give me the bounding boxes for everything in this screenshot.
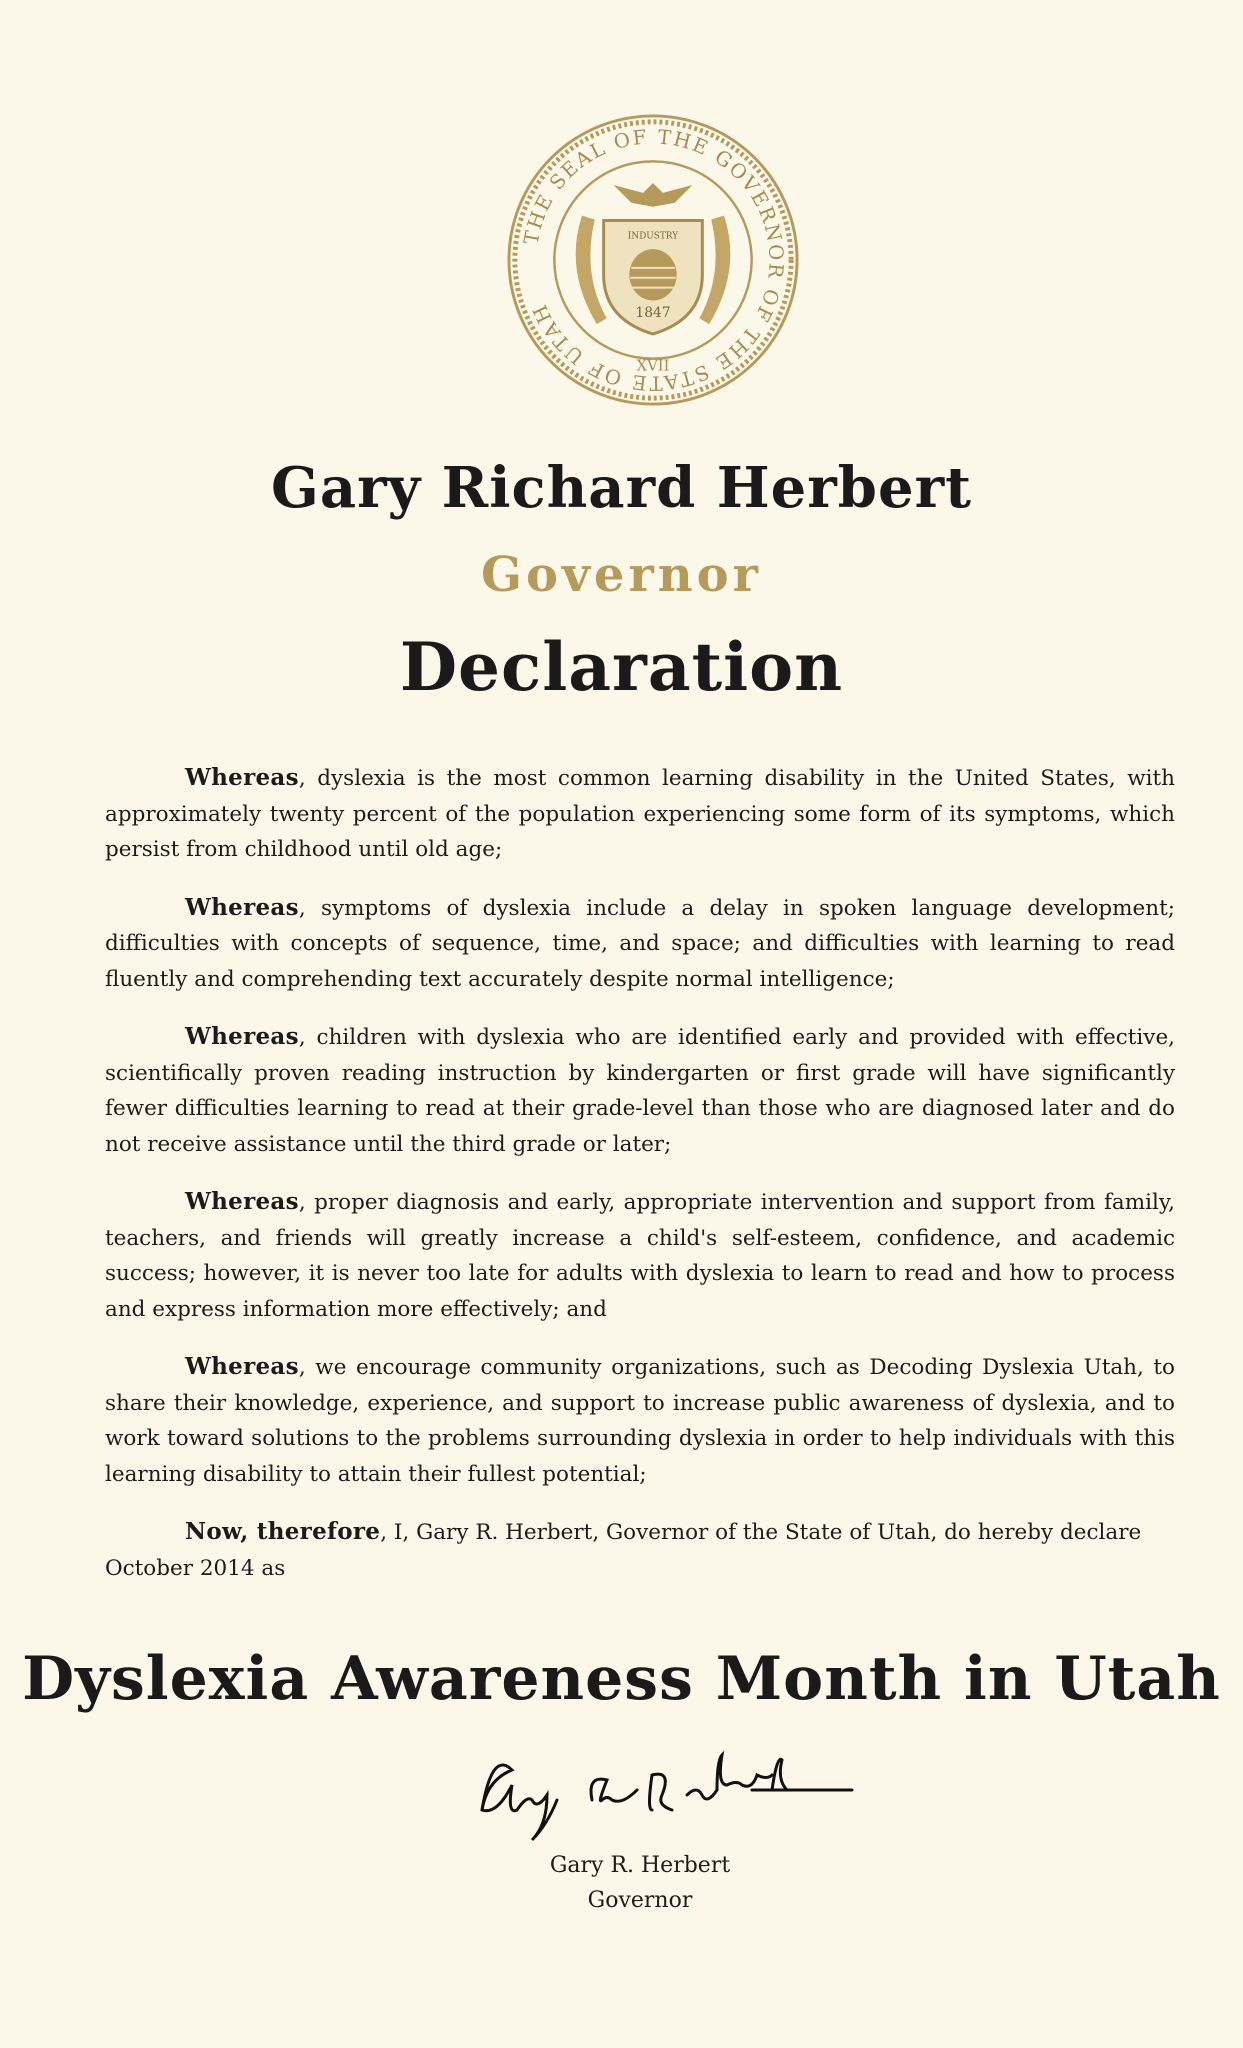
signer-title: Governor [587,1888,693,1913]
governor-signature [452,1740,862,1850]
governor-office: Governor [481,547,762,603]
whereas-text: , we encourage community organizations, such as Decoding Dyslexia Utah, to share their knowledge, experience, and support to increase public awareness of dyslexia, and to work toward solutions to the problems surrounding dyslexia in order to help individuals with this learning disability to attain their fullest potential; [105,1355,1175,1487]
proclamation-text: , I, Gary R. Herbert, Governor of the State of Utah, do hereby declare October 2014 as [105,1520,1142,1581]
declaration-body [105,760,1175,1586]
whereas-lead: Whereas [185,1023,299,1050]
seal-numeral: XVII [636,357,670,375]
whereas-lead: Whereas [185,893,299,921]
whereas-text: , symptoms of dyslexia include a delay in spoken language development; difficulties with concepts of sequence, time, and space; and difficulties with learning to read fluently and comprehending text accurately despite normal intelligence; [105,895,1175,992]
governor-name: Gary Richard Herbert [271,455,972,521]
whereas-lead: Whereas [185,1353,299,1380]
whereas-text: , dyslexia is the most common learning disability in the United States, with approximately twenty percent of the population experiencing some form of its symptoms, which persist from childhood until old age; [105,766,1175,862]
declared-title: Dyslexia Awareness Month in Utah [22,1644,1221,1714]
whereas-lead: Whereas [185,764,299,791]
whereas-paragraph [105,1184,1175,1327]
document-type: Declaration [399,628,844,706]
seal-year: 1847 [635,305,671,322]
whereas-paragraph [105,760,1175,868]
proclamation-paragraph [105,1514,1175,1586]
whereas-paragraph [105,1019,1175,1162]
whereas-text: , children with dyslexia who are identified early and provided with effective, scientifically proven reading instruction by kindergarten or first grade will have significantly fewer difficulties learning to read at their grade-level than those who are diagnosed later and do not receive assistance until the third grade or later; [105,1025,1175,1157]
signer-name: Gary R. Herbert [549,1853,731,1878]
whereas-paragraph [105,890,1175,998]
whereas-lead: Whereas [185,1188,299,1215]
whereas-text: , proper diagnosis and early, appropriate intervention and support from family, teachers, and friends will greatly increase a child's self-esteem, confidence, and academic success; however, it is never too late for adults with dyslexia to learn to read and how to process and express information more effectively; and [105,1190,1175,1322]
state-seal-icon [505,112,801,408]
seal-outer-text: THE SEAL OF THE GOVERNOR OF THE STATE OF UTAH [519,125,788,395]
seal-motto: INDUSTRY [627,231,679,242]
whereas-paragraph [105,1349,1175,1492]
proclamation-lead: Now, therefore [185,1518,381,1545]
